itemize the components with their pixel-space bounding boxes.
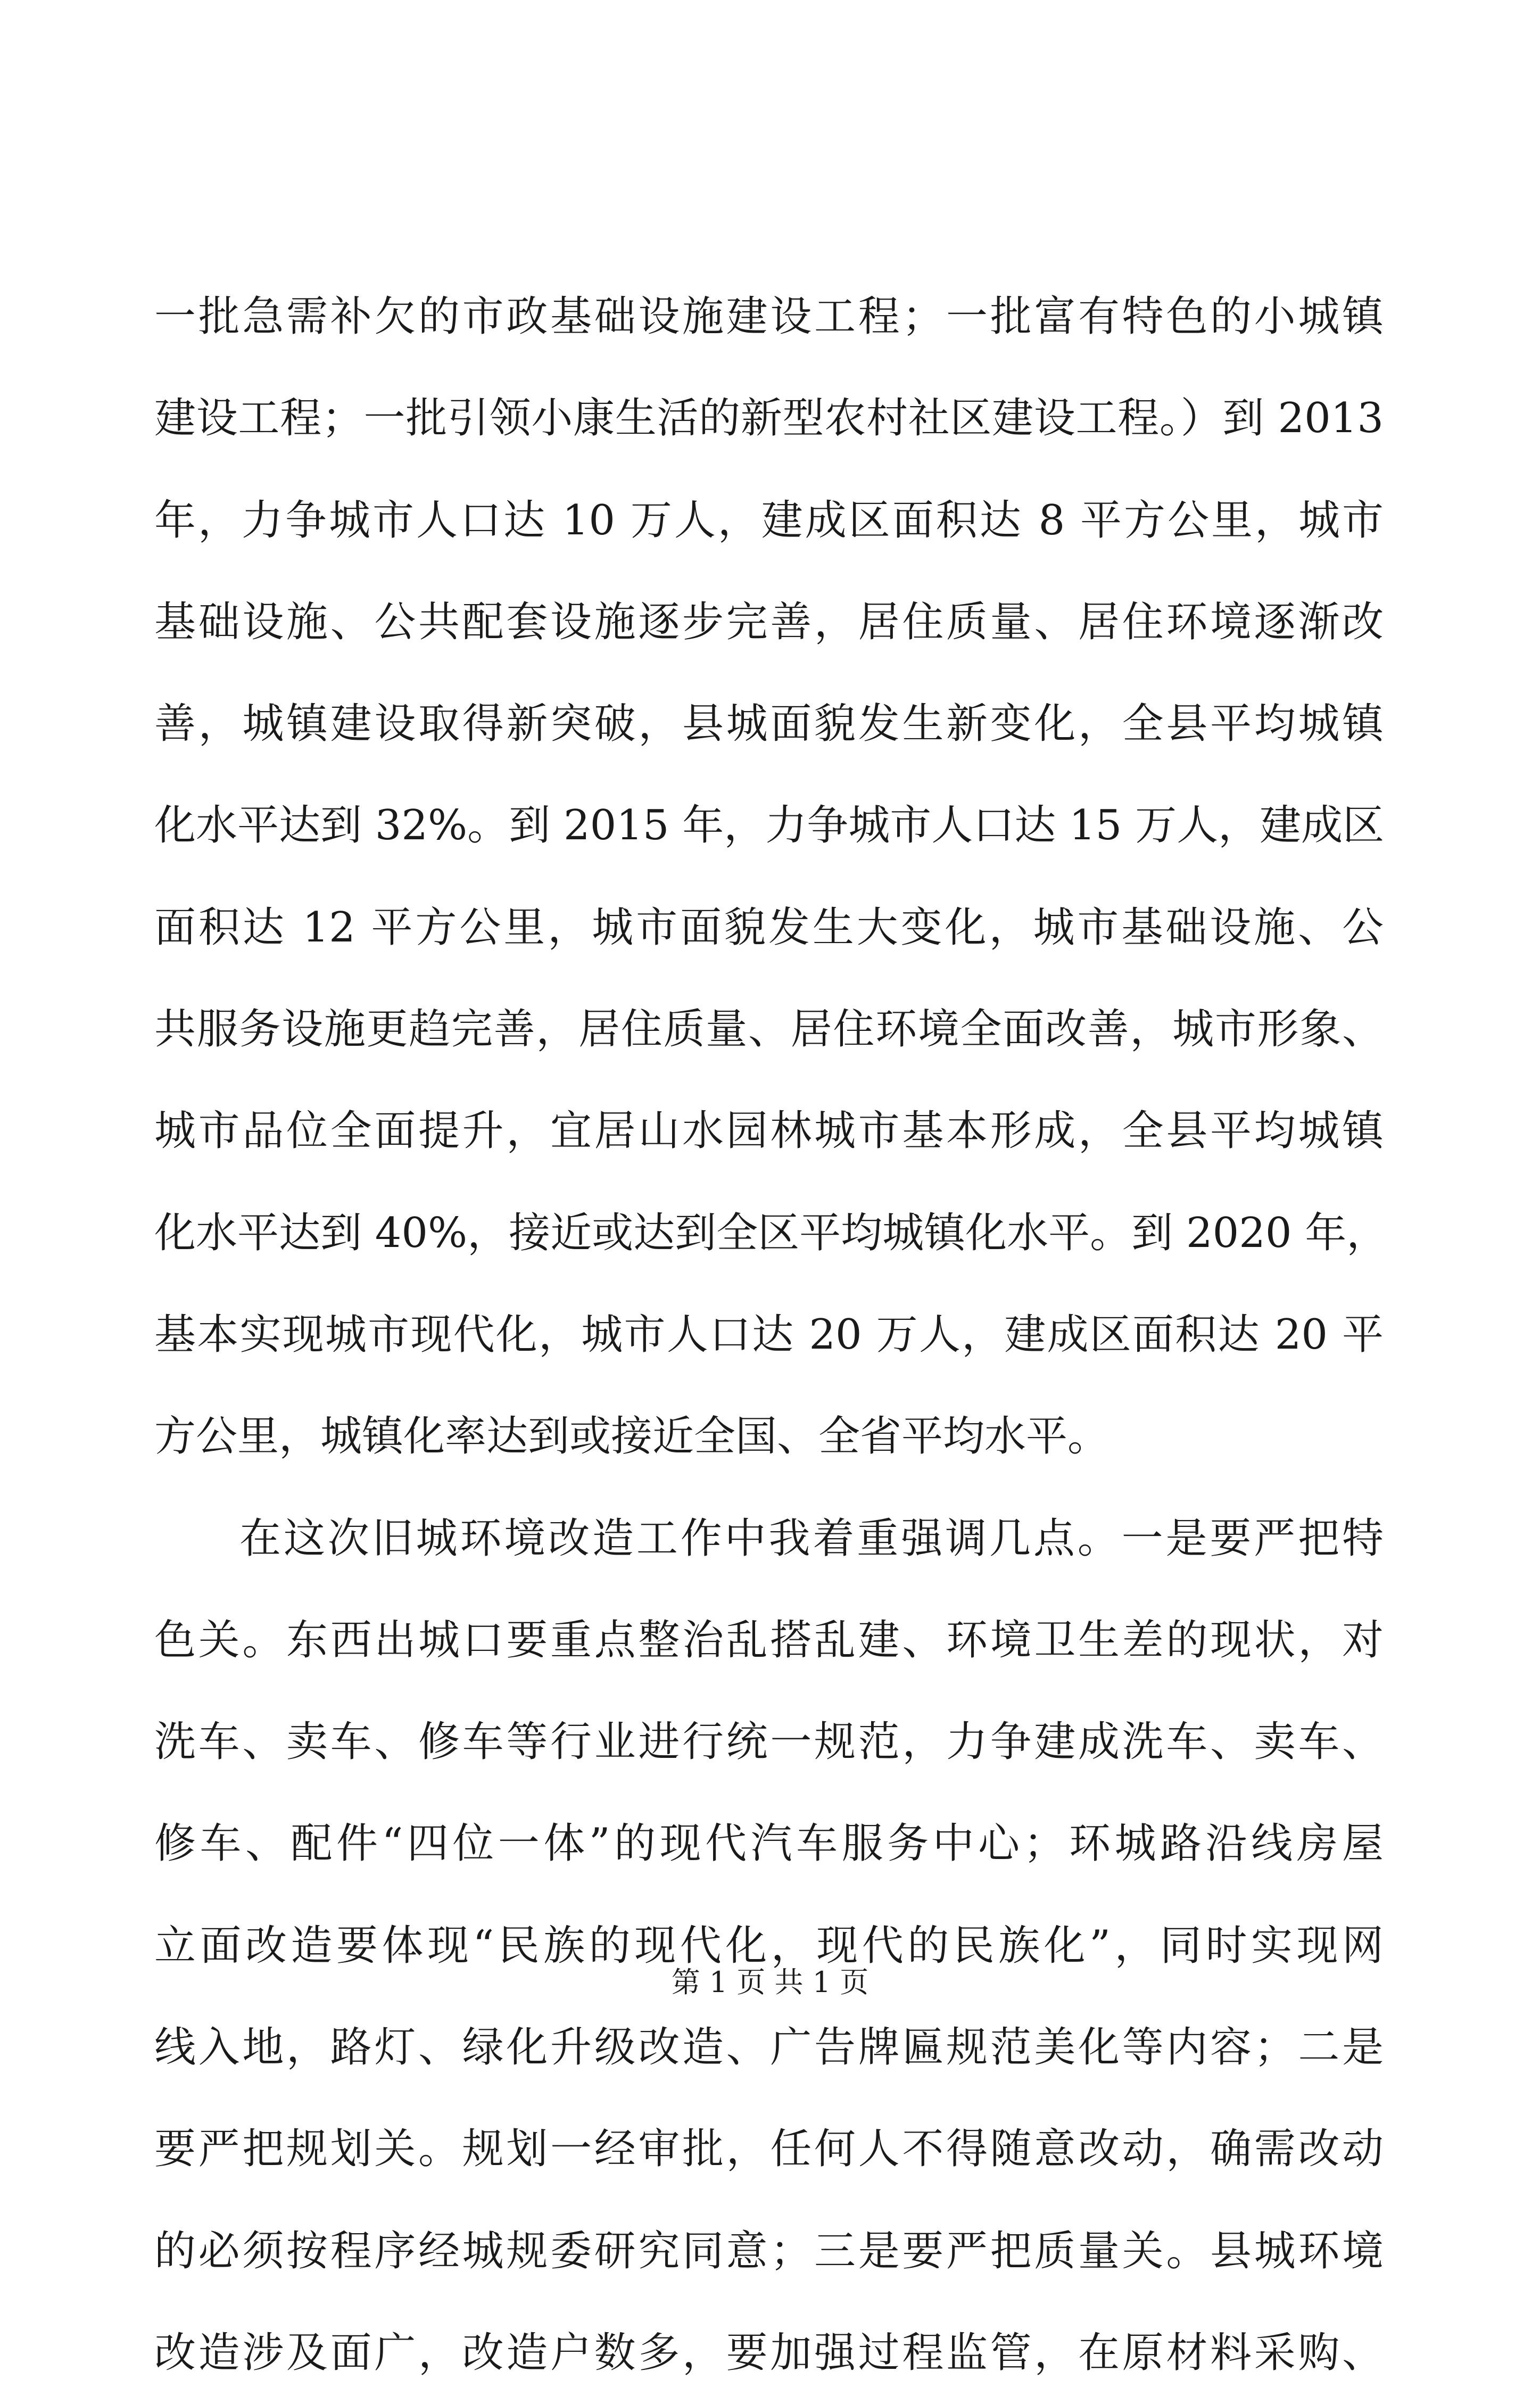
text-line: 色关。东西出城口要重点整治乱搭乱建、环境卫生差的现状，对 [154, 1616, 1384, 1664]
text-line: 基础设施、公共配套设施逐步完善，居住质量、居住环境逐渐改 [154, 598, 1384, 646]
document-body [154, 266, 1388, 2404]
text-line: 化水平达到 32%。到 2015 年，力争城市人口达 15 万人，建成区 [154, 802, 1385, 850]
text-line: 面积达 12 平方公里，城市面貌发生大变化，城市基础设施、公 [154, 903, 1384, 952]
text-line: 建设工程；一批引领小康生活的新型农村社区建设工程。）到 2013 [154, 394, 1384, 443]
text-line: 一批急需补欠的市政基础设施建设工程；一批富有特色的小城镇 [154, 293, 1384, 341]
text-line: 善，城镇建设取得新突破，县城面貌发生新变化，全县平均城镇 [154, 700, 1384, 748]
text-line: 方公里，城镇化率达到或接近全国、全省平均水平。 [154, 1412, 1110, 1461]
text-line: 城市品位全面提升，宜居山水园林城市基本形成，全县平均城镇 [154, 1107, 1384, 1155]
text-line: 洗车、卖车、修车等行业进行统一规范，力争建成洗车、卖车、 [154, 1718, 1384, 1766]
text-line: 的必须按程序经城规委研究同意；三是要严把质量关。县城环境 [154, 2227, 1384, 2275]
text-line: 立面改造要体现“民族的现代化，现代的民族化”，同时实现网 [154, 1921, 1384, 1970]
page-footer: 第 1 页 共 1 页 [671, 1965, 869, 1999]
text-line: 要严把规划关。规划一经审批，任何人不得随意改动，确需改动 [154, 2125, 1384, 2174]
text-line: 年，力争城市人口达 10 万人，建成区面积达 8 平方公里，城市 [154, 496, 1384, 544]
text-line: 修车、配件“四位一体”的现代汽车服务中心；环城路沿线房屋 [154, 1820, 1384, 1868]
text-line: 线入地，路灯、绿化升级改造、广告牌匾规范美化等内容；二是 [154, 2023, 1384, 2072]
paragraph-first-line: 在这次旧城环境改造工作中我着重强调几点。一是要严把特 [239, 1514, 1384, 1563]
text-line: 共服务设施更趋完善，居住质量、居住环境全面改善，城市形象、 [154, 1005, 1384, 1054]
text-line: 化水平达到 40%，接近或达到全区平均城镇化水平。到 2020 年， [154, 1209, 1388, 1257]
text-line: 基本实现城市现代化，城市人口达 20 万人，建成区面积达 20 平 [154, 1310, 1384, 1359]
text-line: 改造涉及面广，改造户数多，要加强过程监管，在原材料采购、 [154, 2328, 1384, 2377]
